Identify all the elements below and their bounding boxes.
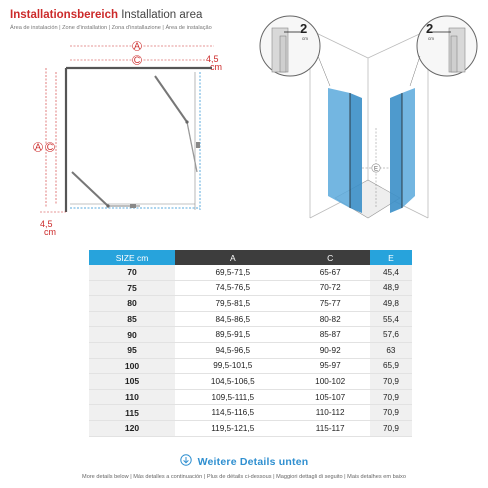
cell-e: 70,9	[370, 389, 412, 405]
depth-right-unit: cm	[210, 62, 222, 72]
table-row	[89, 311, 412, 327]
col-header-c: C	[291, 250, 370, 265]
depth-bottom-value: 4,5	[40, 219, 53, 229]
cell-e: 45,4	[370, 265, 412, 280]
cell-a: 84,5-86,5	[175, 311, 290, 327]
cell-size: 85	[89, 311, 175, 327]
cell-size: 90	[89, 327, 175, 343]
table-row	[89, 342, 412, 358]
cell-size: 70	[89, 265, 175, 280]
table-row	[89, 389, 412, 405]
folding-door-bottom-open	[72, 172, 108, 206]
dim-a-top-label: A	[133, 41, 141, 51]
cell-c: 90-92	[291, 342, 370, 358]
wall-gap-unit-right: cm	[428, 36, 434, 41]
shower-3d-illustration	[250, 8, 485, 233]
col-header-a: A	[175, 250, 290, 265]
cell-a: 114,5-116,5	[175, 405, 290, 421]
dim-a-left-label: A	[34, 142, 42, 152]
cell-c: 65-67	[291, 265, 370, 280]
page-title	[10, 9, 202, 21]
cell-size: 100	[89, 358, 175, 374]
dim-c-left-label: C	[46, 142, 54, 152]
cell-c: 110-112	[291, 405, 370, 421]
cell-e: 49,8	[370, 296, 412, 312]
cell-e: 65,9	[370, 358, 412, 374]
cell-c: 105-107	[291, 389, 370, 405]
cell-e: 70,9	[370, 420, 412, 436]
cell-size: 80	[89, 296, 175, 312]
folding-door-right-open	[155, 76, 187, 122]
cell-a: 104,5-106,5	[175, 374, 290, 390]
table-row	[89, 296, 412, 312]
cell-a: 94,5-96,5	[175, 342, 290, 358]
glass-door-right-panel-1	[402, 88, 415, 208]
cell-c: 75-77	[291, 296, 370, 312]
more-details-label: Weitere Details unten	[197, 456, 309, 468]
glass-door-right-panel-2	[390, 93, 402, 213]
table-row	[89, 265, 412, 280]
wall-gap-unit-left: cm	[302, 36, 308, 41]
glass-door-left-panel-2	[350, 93, 362, 213]
depth-right-value: 4,5	[206, 54, 219, 64]
table-row	[89, 405, 412, 421]
more-details-subtitle: More details below | Más detalles a continuación | Plus de détails ci-dessous | Maggiori dettagli di seguito | Mais detalhes em baixo	[82, 474, 406, 480]
depth-bottom-unit: cm	[44, 227, 56, 237]
table-row	[89, 358, 412, 374]
cell-e: 48,9	[370, 280, 412, 296]
cell-e: 63	[370, 342, 412, 358]
cell-a: 79,5-81,5	[175, 296, 290, 312]
cell-size: 115	[89, 405, 175, 421]
cell-a: 109,5-111,5	[175, 389, 290, 405]
cell-e: 70,9	[370, 405, 412, 421]
glass-door-left-panel-1	[328, 88, 350, 208]
cell-size: 110	[89, 389, 175, 405]
cell-a: 69,5-71,5	[175, 265, 290, 280]
size-table-body	[89, 265, 412, 436]
dim-c-top-label: C	[133, 55, 141, 65]
table-row	[89, 420, 412, 436]
wall-gap-value-right: 2	[426, 21, 434, 36]
more-details[interactable]	[0, 452, 488, 470]
wall-gap-value-left: 2	[300, 21, 308, 36]
table-row	[89, 327, 412, 343]
cell-c: 115-117	[291, 420, 370, 436]
dim-e-label: E	[373, 166, 379, 173]
cell-c: 100-102	[291, 374, 370, 390]
wall-profile-detail-left	[260, 16, 320, 76]
cell-a: 74,5-76,5	[175, 280, 290, 296]
cell-e: 70,9	[370, 374, 412, 390]
title-en: Installation area	[121, 9, 203, 21]
cell-size: 75	[89, 280, 175, 296]
floor-plan-diagram	[0, 32, 240, 242]
cell-a: 119,5-121,5	[175, 420, 290, 436]
cell-a: 99,5-101,5	[175, 358, 290, 374]
table-row	[89, 280, 412, 296]
cell-size: 105	[89, 374, 175, 390]
arrow-down-circle-icon	[180, 454, 192, 466]
title-de: Installationsbereich	[10, 9, 119, 21]
cell-c: 70-72	[291, 280, 370, 296]
table-row	[89, 374, 412, 390]
size-table	[89, 250, 412, 437]
cell-c: 95-97	[291, 358, 370, 374]
page-subtitle: Área de instalación | Zone d'installation | Zona d'installazione | Área de instalação	[10, 25, 212, 31]
cell-size: 120	[89, 420, 175, 436]
cell-e: 55,4	[370, 311, 412, 327]
col-header-size: SIZE cm	[89, 250, 175, 265]
cell-c: 85-87	[291, 327, 370, 343]
cell-a: 89,5-91,5	[175, 327, 290, 343]
col-header-e: E	[370, 250, 412, 265]
cell-size: 95	[89, 342, 175, 358]
cell-e: 57,6	[370, 327, 412, 343]
cell-c: 80-82	[291, 311, 370, 327]
table-header-row	[89, 250, 412, 265]
